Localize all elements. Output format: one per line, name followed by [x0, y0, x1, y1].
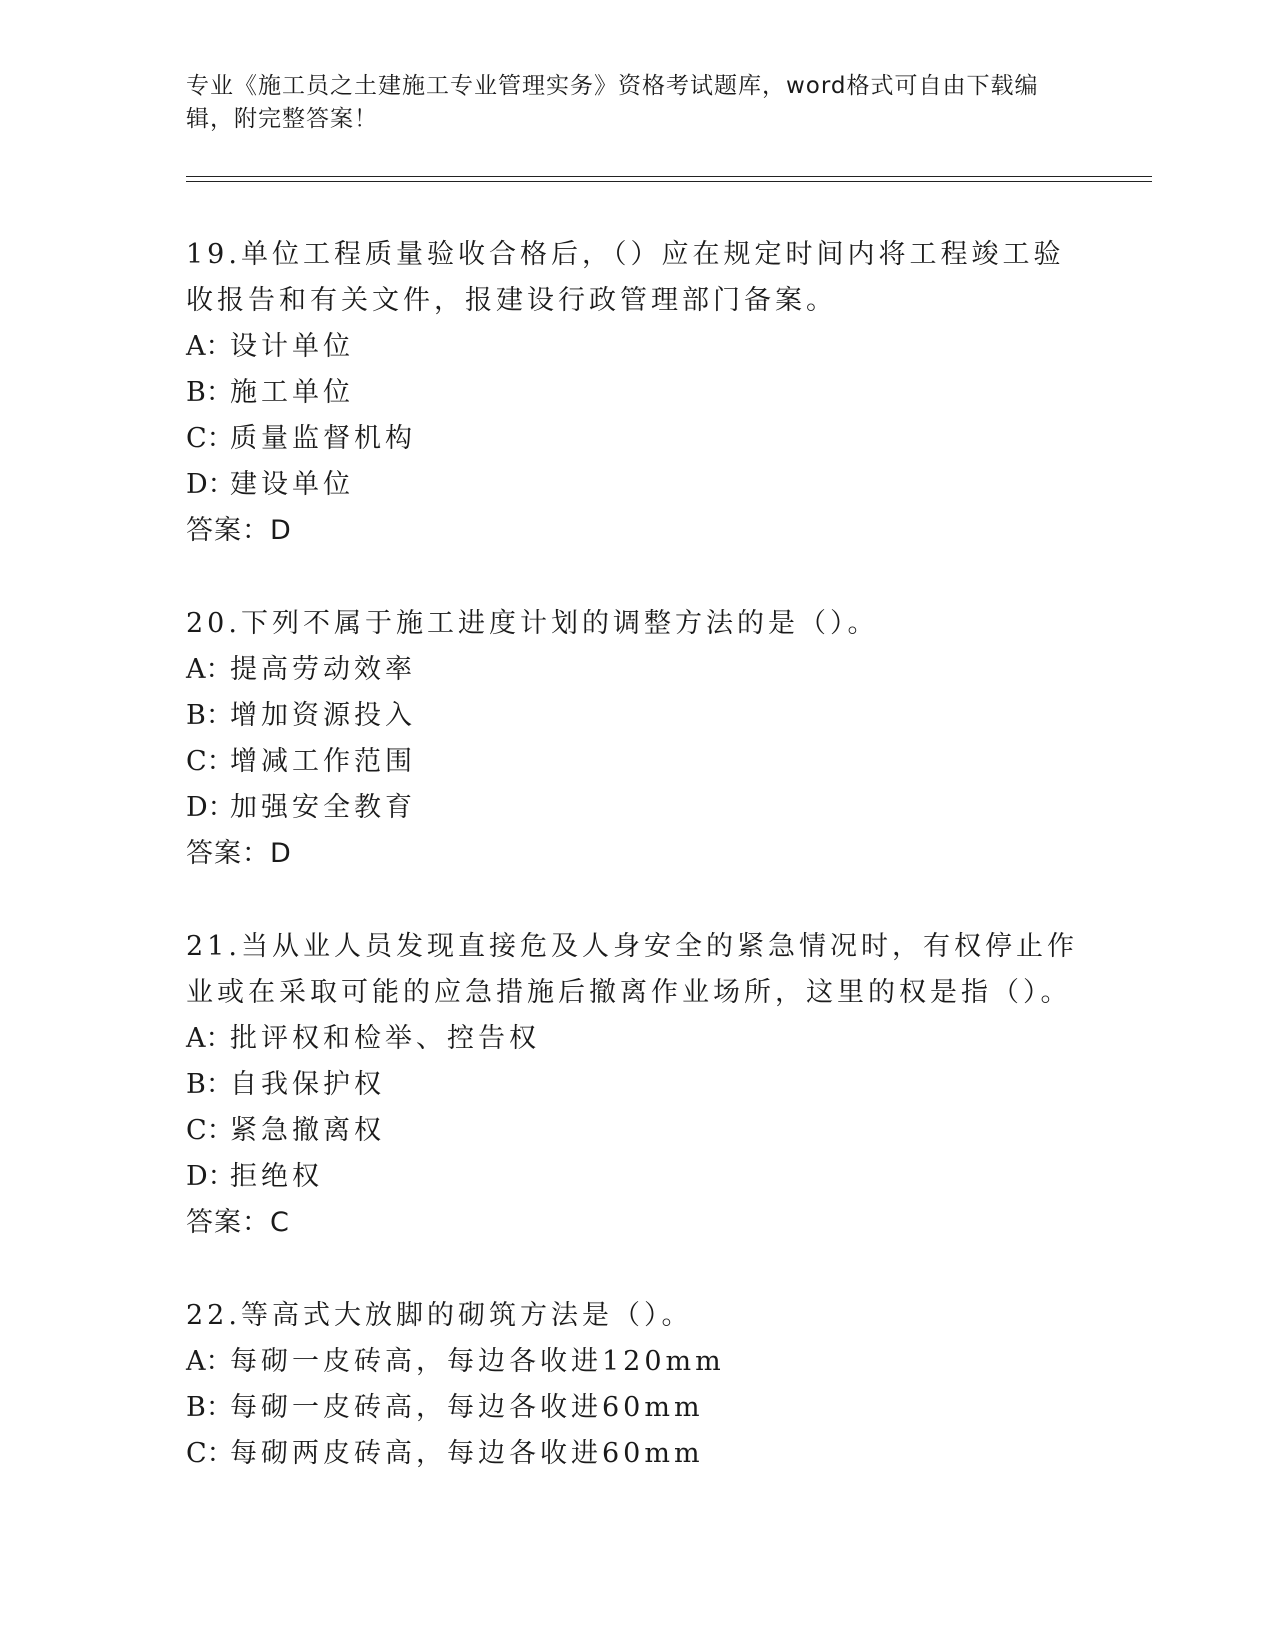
option-label: C：: [186, 1115, 234, 1146]
option-text: 增加资源投入: [230, 700, 416, 731]
option-label: D：: [186, 469, 235, 500]
option-a: [186, 1016, 1086, 1062]
option-label: A：: [186, 1346, 233, 1377]
option-c: [186, 739, 1086, 785]
option-text: 提高劳动效率: [230, 654, 416, 685]
option-text: 自我保护权: [230, 1069, 385, 1100]
option-a: [186, 324, 1086, 370]
question-22: [186, 1293, 1086, 1477]
option-text: 建设单位: [230, 469, 354, 500]
option-a: [186, 1339, 1086, 1385]
option-label: A：: [186, 654, 233, 685]
option-text: 增减工作范围: [230, 746, 416, 777]
question-21: [186, 924, 1086, 1246]
option-a: [186, 647, 1086, 693]
question-stem: 21.当从业人员发现直接危及人身安全的紧急情况时，有权停止作业或在采取可能的应急措施后撤离作业场所，这里的权是指（）。: [186, 931, 1078, 1008]
option-label: B：: [186, 1392, 233, 1423]
option-text: 批评权和检举、控告权: [230, 1023, 540, 1054]
option-b: [186, 1385, 1086, 1431]
option-text: 拒绝权: [230, 1161, 323, 1192]
option-c: [186, 1108, 1086, 1154]
option-b: [186, 1062, 1086, 1108]
option-text: 每砌两皮砖高，每边各收进60mm: [230, 1438, 704, 1469]
option-d: [186, 785, 1086, 831]
option-text: 紧急撤离权: [230, 1115, 385, 1146]
option-label: A：: [186, 1023, 233, 1054]
question-list: [186, 232, 1086, 1524]
question-stem: 19.单位工程质量验收合格后，（）应在规定时间内将工程竣工验收报告和有关文件，报建设行政管理部门备案。: [186, 239, 1065, 316]
option-text: 每砌一皮砖高，每边各收进120mm: [230, 1346, 725, 1377]
option-text: 设计单位: [230, 331, 354, 362]
option-label: D：: [186, 1161, 235, 1192]
option-text: 加强安全教育: [230, 792, 416, 823]
option-label: B：: [186, 1069, 233, 1100]
option-c: [186, 1431, 1086, 1477]
question-stem: 22.等高式大放脚的砌筑方法是（）。: [186, 1300, 693, 1331]
answer-line: 答案：C: [186, 1207, 290, 1238]
question-stem: 20.下列不属于施工进度计划的调整方法的是（）。: [186, 608, 879, 639]
option-label: D：: [186, 792, 235, 823]
option-label: A：: [186, 331, 233, 362]
option-text: 每砌一皮砖高，每边各收进60mm: [230, 1392, 704, 1423]
answer-line: 答案：D: [186, 838, 292, 869]
option-text: 质量监督机构: [230, 423, 416, 454]
option-label: C：: [186, 423, 234, 454]
option-label: C：: [186, 746, 234, 777]
option-c: [186, 416, 1086, 462]
option-text: 施工单位: [230, 377, 354, 408]
header-divider-top: [186, 176, 1152, 177]
document-header: 专业《施工员之土建施工专业管理实务》资格考试题库，word格式可自由下载编辑，附完整答案！: [186, 73, 1039, 132]
header-divider-bottom: [186, 181, 1152, 182]
option-b: [186, 693, 1086, 739]
option-d: [186, 462, 1086, 508]
question-19: [186, 232, 1086, 554]
question-20: [186, 601, 1086, 877]
option-label: B：: [186, 700, 233, 731]
option-label: B：: [186, 377, 233, 408]
option-b: [186, 370, 1086, 416]
answer-line: 答案：D: [186, 515, 292, 546]
option-d: [186, 1154, 1086, 1200]
option-label: C：: [186, 1438, 234, 1469]
